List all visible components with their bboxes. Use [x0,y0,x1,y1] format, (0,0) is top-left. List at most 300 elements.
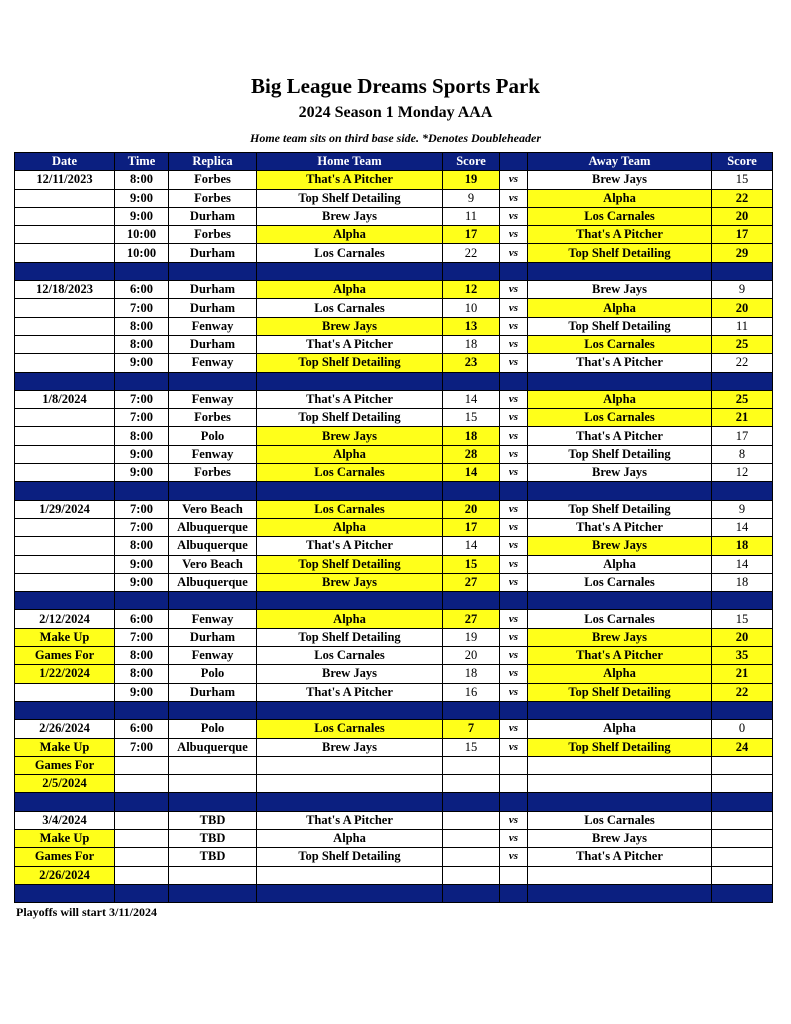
cell-home-score [443,866,500,884]
cell-time: 7:00 [115,738,169,756]
cell-replica: Durham [169,299,257,317]
cell-replica: Fenway [169,354,257,372]
cell-time [115,756,169,774]
cell-date [15,299,115,317]
table-row [15,537,773,555]
cell-date [15,518,115,536]
separator-cell [712,793,773,811]
table-row [15,573,773,591]
cell-home-team: Alpha [257,518,443,536]
separator-cell [169,793,257,811]
cell-vs: vs [500,518,528,536]
separator-cell [115,372,169,390]
cell-vs: vs [500,555,528,573]
cell-date [15,317,115,335]
separator-cell [500,793,528,811]
cell-time: 8:00 [115,335,169,353]
cell-date [15,226,115,244]
cell-away-score: 29 [712,244,773,262]
cell-away-team: That's A Pitcher [528,427,712,445]
cell-replica: Durham [169,281,257,299]
cell-vs: vs [500,811,528,829]
cell-time: 10:00 [115,244,169,262]
cell-away-score: 20 [712,299,773,317]
cell-time: 7:00 [115,628,169,646]
cell-away-score: 17 [712,427,773,445]
cell-time: 8:00 [115,171,169,189]
cell-vs: vs [500,317,528,335]
cell-vs: vs [500,354,528,372]
cell-home-team: Top Shelf Detailing [257,189,443,207]
cell-time [115,848,169,866]
cell-replica: Forbes [169,409,257,427]
cell-date [15,555,115,573]
cell-home-score [443,829,500,847]
table-row [15,720,773,738]
cell-date [15,244,115,262]
cell-replica: Fenway [169,390,257,408]
separator-cell [528,372,712,390]
cell-away-team: Top Shelf Detailing [528,500,712,518]
cell-away-team: Alpha [528,720,712,738]
cell-time: 7:00 [115,409,169,427]
cell-home-score: 20 [443,647,500,665]
cell-away-team: Top Shelf Detailing [528,317,712,335]
cell-away-score: 17 [712,226,773,244]
cell-vs: vs [500,281,528,299]
cell-away-team: Alpha [528,189,712,207]
cell-home-team: That's A Pitcher [257,171,443,189]
cell-home-score: 15 [443,555,500,573]
cell-replica: Fenway [169,610,257,628]
cell-away-team [528,775,712,793]
cell-away-team: Alpha [528,665,712,683]
table-row [15,335,773,353]
cell-away-score: 14 [712,555,773,573]
cell-date [15,335,115,353]
table-row [15,464,773,482]
col-header-replica: Replica [169,153,257,171]
cell-away-score: 35 [712,647,773,665]
table-row [15,500,773,518]
cell-home-team: Brew Jays [257,573,443,591]
cell-vs: vs [500,683,528,701]
separator-cell [528,793,712,811]
table-row [15,738,773,756]
cell-home-score [443,756,500,774]
cell-date: 3/4/2024 [15,811,115,829]
cell-home-score [443,811,500,829]
cell-home-score: 22 [443,244,500,262]
cell-away-team: Los Carnales [528,409,712,427]
schedule-table [14,152,773,903]
cell-time: 10:00 [115,226,169,244]
cell-away-score: 22 [712,189,773,207]
cell-home-team: Los Carnales [257,299,443,317]
cell-time: 8:00 [115,537,169,555]
cell-home-team: Alpha [257,281,443,299]
cell-replica: Polo [169,427,257,445]
cell-home-team: Alpha [257,610,443,628]
separator-cell [528,482,712,500]
cell-replica: Forbes [169,189,257,207]
cell-home-score [443,848,500,866]
cell-vs: vs [500,720,528,738]
cell-away-team: Top Shelf Detailing [528,683,712,701]
cell-home-score: 10 [443,299,500,317]
table-row [15,829,773,847]
cell-home-team: Los Carnales [257,647,443,665]
separator-cell [169,372,257,390]
cell-time: 7:00 [115,299,169,317]
cell-time [115,811,169,829]
col-header-home-team: Home Team [257,153,443,171]
cell-home-score: 7 [443,720,500,738]
separator-cell [257,701,443,719]
cell-home-team: That's A Pitcher [257,811,443,829]
cell-time: 9:00 [115,445,169,463]
cell-replica: Forbes [169,226,257,244]
separator-cell [15,482,115,500]
cell-replica: TBD [169,829,257,847]
week-separator [15,262,773,280]
cell-home-score: 19 [443,628,500,646]
cell-replica [169,756,257,774]
cell-away-score [712,756,773,774]
cell-away-team: Alpha [528,390,712,408]
cell-vs: vs [500,610,528,628]
cell-vs: vs [500,427,528,445]
cell-date [15,354,115,372]
cell-away-team: Alpha [528,299,712,317]
cell-away-team: Brew Jays [528,464,712,482]
cell-replica: Fenway [169,445,257,463]
col-header-home-score: Score [443,153,500,171]
separator-cell [115,482,169,500]
cell-home-score: 18 [443,665,500,683]
cell-date: 1/29/2024 [15,500,115,518]
cell-date: Make Up [15,738,115,756]
cell-away-team: That's A Pitcher [528,848,712,866]
cell-date [15,427,115,445]
table-row [15,244,773,262]
cell-away-score: 9 [712,281,773,299]
cell-away-score [712,829,773,847]
cell-home-score: 23 [443,354,500,372]
cell-time: 8:00 [115,317,169,335]
cell-date: 2/26/2024 [15,866,115,884]
cell-replica: Albuquerque [169,518,257,536]
separator-cell [257,372,443,390]
cell-replica: TBD [169,848,257,866]
col-header-date: Date [15,153,115,171]
cell-replica: TBD [169,811,257,829]
cell-time: 7:00 [115,518,169,536]
table-row [15,226,773,244]
cell-time: 7:00 [115,390,169,408]
table-row [15,555,773,573]
cell-time [115,829,169,847]
cell-away-score: 12 [712,464,773,482]
separator-cell [443,884,500,902]
cell-replica: Vero Beach [169,500,257,518]
separator-cell [500,592,528,610]
separator-cell [443,262,500,280]
table-row [15,445,773,463]
cell-away-score: 14 [712,518,773,536]
cell-home-team [257,866,443,884]
separator-cell [15,701,115,719]
separator-cell [712,701,773,719]
cell-time: 6:00 [115,281,169,299]
cell-vs: vs [500,738,528,756]
week-separator [15,701,773,719]
week-separator [15,372,773,390]
cell-date [15,464,115,482]
cell-vs: vs [500,829,528,847]
cell-home-score: 28 [443,445,500,463]
cell-home-team: Brew Jays [257,317,443,335]
table-row [15,665,773,683]
cell-away-team: Alpha [528,555,712,573]
cell-home-score: 13 [443,317,500,335]
cell-vs: vs [500,647,528,665]
cell-home-team: That's A Pitcher [257,390,443,408]
cell-home-score: 15 [443,409,500,427]
cell-home-score: 15 [443,738,500,756]
cell-home-team: Top Shelf Detailing [257,354,443,372]
separator-cell [257,482,443,500]
separator-cell [712,372,773,390]
cell-vs: vs [500,445,528,463]
separator-cell [115,793,169,811]
separator-cell [257,793,443,811]
cell-home-team: Los Carnales [257,720,443,738]
separator-cell [15,884,115,902]
separator-cell [443,372,500,390]
cell-home-score: 14 [443,464,500,482]
table-row [15,317,773,335]
cell-away-team: Brew Jays [528,628,712,646]
cell-away-score [712,848,773,866]
separator-cell [712,884,773,902]
cell-away-score: 15 [712,610,773,628]
cell-date [15,207,115,225]
cell-time: 9:00 [115,189,169,207]
cell-date: Games For [15,848,115,866]
cell-time: 9:00 [115,573,169,591]
schedule-body [15,171,773,903]
cell-vs: vs [500,335,528,353]
cell-away-score: 22 [712,683,773,701]
cell-replica: Albuquerque [169,738,257,756]
table-row [15,610,773,628]
cell-home-score: 19 [443,171,500,189]
cell-away-score: 18 [712,537,773,555]
cell-date: 2/5/2024 [15,775,115,793]
col-header-away-team: Away Team [528,153,712,171]
cell-away-score: 15 [712,171,773,189]
cell-home-team: Alpha [257,445,443,463]
week-separator [15,884,773,902]
cell-home-team: Top Shelf Detailing [257,628,443,646]
cell-replica: Durham [169,207,257,225]
cell-time: 9:00 [115,207,169,225]
separator-cell [528,262,712,280]
cell-vs: vs [500,189,528,207]
cell-away-team: That's A Pitcher [528,354,712,372]
separator-cell [712,262,773,280]
cell-away-score: 18 [712,573,773,591]
cell-away-team: That's A Pitcher [528,518,712,536]
separator-cell [500,482,528,500]
cell-time: 8:00 [115,647,169,665]
cell-home-score: 12 [443,281,500,299]
separator-cell [169,701,257,719]
schedule-note: Home team sits on third base side. *Denotes Doubleheader [250,131,541,145]
cell-replica: Durham [169,244,257,262]
separator-cell [169,592,257,610]
separator-cell [712,482,773,500]
cell-home-score: 9 [443,189,500,207]
cell-time [115,775,169,793]
separator-cell [115,592,169,610]
cell-date: 1/8/2024 [15,390,115,408]
cell-date: 12/18/2023 [15,281,115,299]
cell-away-team: That's A Pitcher [528,647,712,665]
separator-cell [528,592,712,610]
table-row [15,518,773,536]
separator-cell [115,701,169,719]
cell-home-score: 17 [443,226,500,244]
cell-replica [169,866,257,884]
cell-home-score [443,775,500,793]
cell-date: 1/22/2024 [15,665,115,683]
cell-home-score: 18 [443,427,500,445]
separator-cell [443,592,500,610]
cell-home-score: 17 [443,518,500,536]
cell-replica: Forbes [169,464,257,482]
cell-away-score: 20 [712,628,773,646]
cell-away-score: 21 [712,409,773,427]
cell-vs [500,775,528,793]
separator-cell [712,592,773,610]
table-row [15,189,773,207]
cell-time: 6:00 [115,610,169,628]
cell-vs: vs [500,244,528,262]
cell-replica: Fenway [169,317,257,335]
cell-away-team: Top Shelf Detailing [528,244,712,262]
cell-date [15,537,115,555]
cell-away-team [528,866,712,884]
cell-date: Make Up [15,829,115,847]
cell-date [15,573,115,591]
cell-away-team: Brew Jays [528,281,712,299]
playoffs-note: Playoffs will start 3/11/2024 [16,905,157,919]
cell-vs: vs [500,537,528,555]
cell-time: 6:00 [115,720,169,738]
separator-cell [500,884,528,902]
cell-away-team: Brew Jays [528,829,712,847]
cell-time: 9:00 [115,683,169,701]
separator-cell [500,372,528,390]
separator-cell [169,482,257,500]
cell-away-score: 9 [712,500,773,518]
cell-home-team [257,756,443,774]
week-separator [15,482,773,500]
cell-replica: Durham [169,335,257,353]
cell-away-score: 8 [712,445,773,463]
cell-replica: Polo [169,665,257,683]
table-row [15,775,773,793]
cell-replica: Durham [169,628,257,646]
cell-home-team [257,775,443,793]
cell-away-team [528,756,712,774]
separator-cell [257,592,443,610]
cell-away-team: That's A Pitcher [528,226,712,244]
table-row [15,409,773,427]
cell-away-score: 22 [712,354,773,372]
cell-home-team: Los Carnales [257,464,443,482]
separator-cell [500,701,528,719]
cell-home-score: 14 [443,390,500,408]
cell-time: 8:00 [115,665,169,683]
separator-cell [15,793,115,811]
cell-vs: vs [500,464,528,482]
cell-time: 9:00 [115,464,169,482]
cell-home-team: Brew Jays [257,665,443,683]
cell-home-team: That's A Pitcher [257,335,443,353]
cell-home-score: 20 [443,500,500,518]
cell-date: 2/26/2024 [15,720,115,738]
cell-date [15,409,115,427]
separator-cell [115,884,169,902]
cell-away-score [712,811,773,829]
separator-cell [528,701,712,719]
cell-home-team: Los Carnales [257,244,443,262]
col-header-vs [500,153,528,171]
cell-away-score: 25 [712,390,773,408]
table-row [15,848,773,866]
cell-home-team: Brew Jays [257,427,443,445]
separator-cell [443,793,500,811]
cell-home-team: That's A Pitcher [257,683,443,701]
cell-home-team: Alpha [257,226,443,244]
cell-time: 8:00 [115,427,169,445]
page-title: Big League Dreams Sports Park [251,74,540,98]
cell-away-score: 24 [712,738,773,756]
cell-time [115,866,169,884]
cell-replica: Polo [169,720,257,738]
table-row [15,683,773,701]
cell-home-team: Alpha [257,829,443,847]
cell-replica: Forbes [169,171,257,189]
cell-home-team: Los Carnales [257,500,443,518]
separator-cell [15,262,115,280]
week-separator [15,793,773,811]
cell-date [15,445,115,463]
separator-cell [115,262,169,280]
cell-away-team: Los Carnales [528,335,712,353]
table-row [15,354,773,372]
table-row [15,628,773,646]
cell-date [15,683,115,701]
cell-vs: vs [500,171,528,189]
cell-away-score: 0 [712,720,773,738]
cell-vs: vs [500,207,528,225]
cell-vs: vs [500,409,528,427]
cell-away-team: Top Shelf Detailing [528,738,712,756]
